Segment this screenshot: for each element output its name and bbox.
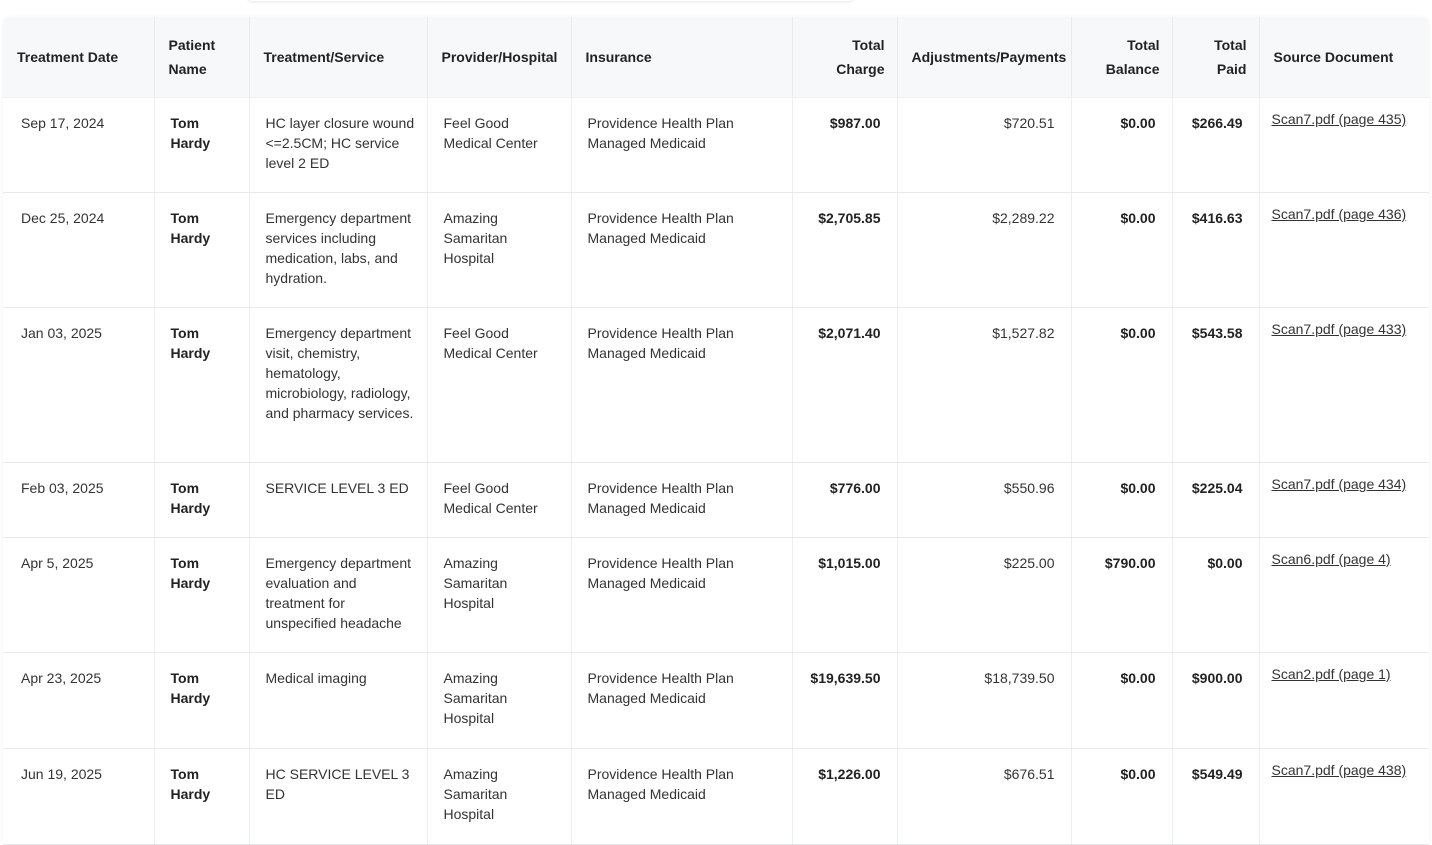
- source-document-link[interactable]: Scan7.pdf (page 434): [1271, 476, 1407, 492]
- cell-total-balance: $0.00: [1071, 193, 1172, 308]
- cell-provider: Amazing Samaritan Hospital: [427, 653, 571, 749]
- cell-treatment-date: Dec 25, 2024: [3, 193, 154, 308]
- cell-patient-name: Tom Hardy: [154, 653, 249, 749]
- cell-adjustments: $550.96: [897, 463, 1071, 538]
- cell-adjustments: $720.51: [897, 98, 1071, 193]
- cell-insurance: Providence Health Plan Managed Medicaid: [571, 653, 792, 749]
- cell-total-charge: $987.00: [792, 98, 897, 193]
- column-header-total-paid[interactable]: Total Paid: [1172, 17, 1259, 98]
- cell-treatment-date: Feb 03, 2025: [3, 463, 154, 538]
- cell-treatment-service: Emergency department services including medication, labs, and hydration.: [249, 193, 427, 308]
- cell-treatment-date: Sep 17, 2024: [3, 98, 154, 193]
- cell-total-charge: $776.00: [792, 463, 897, 538]
- cell-patient-name: Tom Hardy: [154, 308, 249, 463]
- cell-adjustments: $2,289.22: [897, 193, 1071, 308]
- table-row: [3, 538, 1429, 653]
- cell-total-paid: $900.00: [1172, 653, 1259, 749]
- table-row: [3, 653, 1429, 749]
- cell-source-document: [1259, 463, 1429, 538]
- table-header: [3, 17, 1429, 98]
- cell-source-document: [1259, 193, 1429, 308]
- cell-source-document: [1259, 308, 1429, 463]
- cell-insurance: Providence Health Plan Managed Medicaid: [571, 193, 792, 308]
- cell-insurance: Providence Health Plan Managed Medicaid: [571, 308, 792, 463]
- cell-total-charge: $1,015.00: [792, 538, 897, 653]
- cell-treatment-service: Emergency department visit, chemistry, hematology, microbiology, radiology, and pharmacy services.: [249, 308, 427, 463]
- column-header-adjustments-payments[interactable]: Adjustments/Payments: [897, 17, 1071, 98]
- cell-provider: Feel Good Medical Center: [427, 308, 571, 463]
- cell-patient-name: Tom Hardy: [154, 193, 249, 308]
- cell-total-paid: $543.58: [1172, 308, 1259, 463]
- cell-total-balance: $790.00: [1071, 538, 1172, 653]
- cell-total-paid: $416.63: [1172, 193, 1259, 308]
- cell-provider: Amazing Samaritan Hospital: [427, 749, 571, 845]
- table-row: [3, 193, 1429, 308]
- source-document-link[interactable]: Scan7.pdf (page 433): [1271, 321, 1407, 337]
- cell-adjustments: $676.51: [897, 749, 1071, 845]
- source-document-link[interactable]: Scan6.pdf (page 4): [1271, 551, 1391, 567]
- cell-patient-name: Tom Hardy: [154, 538, 249, 653]
- cell-total-paid: $266.49: [1172, 98, 1259, 193]
- column-header-total-charge[interactable]: Total Charge: [792, 17, 897, 98]
- cell-patient-name: Tom Hardy: [154, 749, 249, 845]
- cell-total-charge: $2,071.40: [792, 308, 897, 463]
- column-header-insurance[interactable]: Insurance: [571, 17, 792, 98]
- column-header-total-balance[interactable]: Total Balance: [1071, 17, 1172, 98]
- cell-insurance: Providence Health Plan Managed Medicaid: [571, 463, 792, 538]
- cell-patient-name: Tom Hardy: [154, 98, 249, 193]
- cell-treatment-date: Jun 19, 2025: [3, 749, 154, 845]
- cell-treatment-date: Apr 23, 2025: [3, 653, 154, 749]
- cell-provider: Feel Good Medical Center: [427, 463, 571, 538]
- column-header-patient-name[interactable]: Patient Name: [154, 17, 249, 98]
- column-header-provider-hospital[interactable]: Provider/Hospital: [427, 17, 571, 98]
- cell-treatment-service: Emergency department evaluation and treatment for unspecified headache: [249, 538, 427, 653]
- medical-bills-table: [3, 17, 1429, 845]
- clipped-panel-edge: [248, 0, 853, 1]
- source-document-link[interactable]: Scan7.pdf (page 438): [1271, 762, 1407, 778]
- source-document-link[interactable]: Scan7.pdf (page 436): [1271, 206, 1407, 222]
- source-document-link[interactable]: Scan2.pdf (page 1): [1271, 666, 1391, 682]
- cell-adjustments: $18,739.50: [897, 653, 1071, 749]
- cell-patient-name: Tom Hardy: [154, 463, 249, 538]
- cell-provider: Amazing Samaritan Hospital: [427, 193, 571, 308]
- cell-treatment-date: Apr 5, 2025: [3, 538, 154, 653]
- cell-total-balance: $0.00: [1071, 308, 1172, 463]
- table-body: [3, 98, 1429, 845]
- table-row: [3, 308, 1429, 463]
- cell-insurance: Providence Health Plan Managed Medicaid: [571, 98, 792, 193]
- cell-provider: Feel Good Medical Center: [427, 98, 571, 193]
- cell-treatment-service: HC SERVICE LEVEL 3 ED: [249, 749, 427, 845]
- cell-total-charge: $2,705.85: [792, 193, 897, 308]
- cell-treatment-service: Medical imaging: [249, 653, 427, 749]
- cell-total-balance: $0.00: [1071, 463, 1172, 538]
- cell-total-charge: $19,639.50: [792, 653, 897, 749]
- cell-treatment-service: SERVICE LEVEL 3 ED: [249, 463, 427, 538]
- header-row: [3, 17, 1429, 98]
- cell-source-document: [1259, 749, 1429, 845]
- cell-source-document: [1259, 98, 1429, 193]
- column-header-source-document[interactable]: Source Document: [1259, 17, 1429, 98]
- medical-bills-table-card: [3, 17, 1429, 845]
- cell-provider: Amazing Samaritan Hospital: [427, 538, 571, 653]
- column-header-treatment-date[interactable]: Treatment Date: [3, 17, 154, 98]
- cell-total-paid: $0.00: [1172, 538, 1259, 653]
- cell-total-balance: $0.00: [1071, 749, 1172, 845]
- cell-treatment-service: HC layer closure wound <=2.5CM; HC service level 2 ED: [249, 98, 427, 193]
- cell-source-document: [1259, 653, 1429, 749]
- table-row: [3, 463, 1429, 538]
- cell-treatment-date: Jan 03, 2025: [3, 308, 154, 463]
- column-header-treatment-service[interactable]: Treatment/Service: [249, 17, 427, 98]
- cell-insurance: Providence Health Plan Managed Medicaid: [571, 538, 792, 653]
- cell-total-paid: $549.49: [1172, 749, 1259, 845]
- cell-adjustments: $225.00: [897, 538, 1071, 653]
- cell-source-document: [1259, 538, 1429, 653]
- cell-total-balance: $0.00: [1071, 98, 1172, 193]
- cell-insurance: Providence Health Plan Managed Medicaid: [571, 749, 792, 845]
- table-row: [3, 749, 1429, 845]
- table-row: [3, 98, 1429, 193]
- cell-total-charge: $1,226.00: [792, 749, 897, 845]
- cell-total-paid: $225.04: [1172, 463, 1259, 538]
- source-document-link[interactable]: Scan7.pdf (page 435): [1271, 111, 1407, 127]
- cell-total-balance: $0.00: [1071, 653, 1172, 749]
- cell-adjustments: $1,527.82: [897, 308, 1071, 463]
